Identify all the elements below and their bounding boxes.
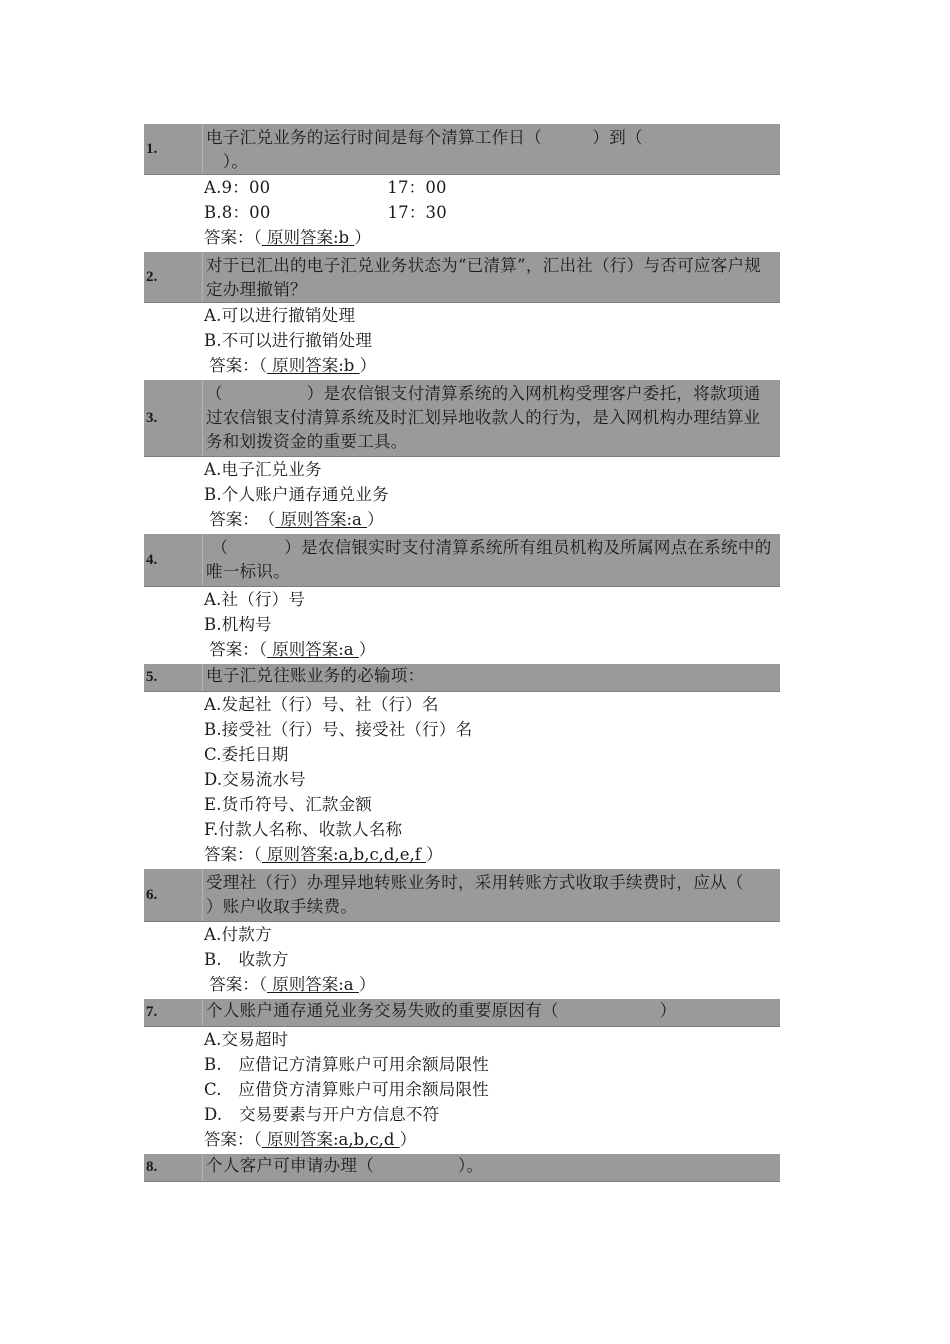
question-header <box>144 534 780 587</box>
question-text: 电子汇兑业务的运行时间是每个清算工作日（ ）到（ ）。 <box>202 124 780 174</box>
answer-line <box>204 507 780 533</box>
question-header <box>144 999 780 1027</box>
option-b: B. 应借记方清算账户可用余额局限性 <box>204 1055 489 1074</box>
option-c: C.委托日期 <box>204 745 289 764</box>
answer-line <box>204 637 780 663</box>
question-text: （ ）是农信银支付清算系统的入网机构受理客户委托，将款项通过农信银支付清算系统及时汇划异地收款人的行为，是入网机构办理结算业务和划拨资金的重要工具。 <box>202 380 780 456</box>
options <box>144 922 780 998</box>
option-b: B.不可以进行撤销处理 <box>204 331 373 350</box>
answer-prefix: 答案：（ <box>204 356 267 375</box>
answer-line <box>204 225 780 251</box>
answer-value: 原则答案:b <box>261 228 355 247</box>
option-b: B.接受社（行）号、接受社（行）名 <box>204 720 473 739</box>
answer-suffix: ） <box>354 228 371 247</box>
options <box>144 175 780 251</box>
answer-line <box>204 353 780 379</box>
option-a: A.可以进行撤销处理 <box>204 306 356 325</box>
answer-prefix: 答案： （ <box>204 510 276 529</box>
question-4 <box>144 534 780 663</box>
option-d: D. 交易要素与开户方信息不符 <box>204 1105 440 1124</box>
answer-suffix: ） <box>358 975 376 994</box>
answer-suffix: ） <box>367 510 384 529</box>
question-text: 个人账户通存通兑业务交易失败的重要原因有（ ） <box>202 999 780 1026</box>
question-6 <box>144 869 783 998</box>
question-header <box>144 252 780 303</box>
option-f: F.付款人名称、收款人名称 <box>204 820 403 839</box>
answer-suffix: ） <box>399 1130 417 1149</box>
question-text: 受理社（行）办理异地转账业务时，采用转账方式收取手续费时，应从（ ）账户收取手续费。 <box>202 869 780 921</box>
option-b: B.个人账户通存通兑业务 <box>204 485 389 504</box>
answer-suffix: ） <box>359 356 377 375</box>
question-number: 1. <box>146 140 158 157</box>
question-header <box>144 869 783 922</box>
question-text: （ ）是农信银实时支付清算系统所有组员机构及所属网点在系统中的唯一标识。 <box>202 534 780 586</box>
question-header <box>144 664 780 692</box>
question-number: 4. <box>146 551 158 568</box>
answer-prefix: 答案：（ <box>204 975 267 994</box>
option-b: B. 收款方 <box>204 950 289 969</box>
options <box>144 587 780 663</box>
answer-prefix: 答案：（ <box>204 640 267 659</box>
options <box>144 1027 780 1153</box>
options <box>144 457 780 533</box>
answer-line <box>204 842 780 868</box>
options <box>144 303 780 379</box>
option-d: D.交易流水号 <box>204 770 306 789</box>
option-e: E.货币符号、汇款金额 <box>204 795 372 814</box>
question-2 <box>144 252 780 379</box>
option-a: A.付款方 <box>204 925 272 944</box>
answer-value: 原则答案:a,b,c,d,e,f <box>261 845 427 864</box>
option-c: C. 应借贷方清算账户可用余额局限性 <box>204 1080 489 1099</box>
answer-suffix: ） <box>358 640 376 659</box>
question-1 <box>144 124 780 251</box>
question-number: 3. <box>146 409 158 426</box>
option-a: A.交易超时 <box>204 1030 289 1049</box>
option-a: A.发起社（行）号、社（行）名 <box>204 695 439 714</box>
answer-prefix: 答案：（ <box>204 228 262 247</box>
answer-prefix: 答案：（ <box>204 1130 262 1149</box>
question-text: 个人客户可申请办理（ ）。 <box>202 1154 780 1181</box>
options <box>144 692 780 868</box>
question-header <box>144 124 780 175</box>
option-a: A.电子汇兑业务 <box>204 460 322 479</box>
question-number: 7. <box>146 1004 158 1020</box>
question-text: 对于已汇出的电子汇兑业务状态为“已清算”，汇出社（行）与否可应客户规定办理撤销？ <box>202 252 780 302</box>
answer-value: 原则答案:a <box>267 975 359 994</box>
question-number: 5. <box>146 669 158 685</box>
question-3 <box>144 380 780 533</box>
question-number: 2. <box>146 268 158 285</box>
question-7 <box>144 999 780 1153</box>
answer-value: 原则答案:a <box>267 640 359 659</box>
question-header <box>144 1154 780 1182</box>
answer-value: 原则答案:a,b,c,d <box>261 1130 400 1149</box>
question-header <box>144 380 780 457</box>
option-b: B.8：00 17：30 <box>204 203 447 222</box>
question-list <box>144 124 783 1182</box>
question-5 <box>144 664 780 868</box>
answer-prefix: 答案：（ <box>204 845 262 864</box>
option-a: A.社（行）号 <box>204 590 306 609</box>
question-8 <box>144 1154 780 1182</box>
question-number: 8. <box>146 1159 158 1175</box>
option-b: B.机构号 <box>204 615 272 634</box>
answer-line <box>204 972 780 998</box>
question-number: 6. <box>146 886 158 903</box>
option-a: A.9：00 17：00 <box>204 178 447 197</box>
question-text: 电子汇兑往账业务的必输项： <box>202 664 780 691</box>
answer-value: 原则答案:a <box>275 510 368 529</box>
answer-suffix: ） <box>426 845 443 864</box>
answer-line <box>204 1127 780 1153</box>
answer-value: 原则答案:b <box>267 356 360 375</box>
